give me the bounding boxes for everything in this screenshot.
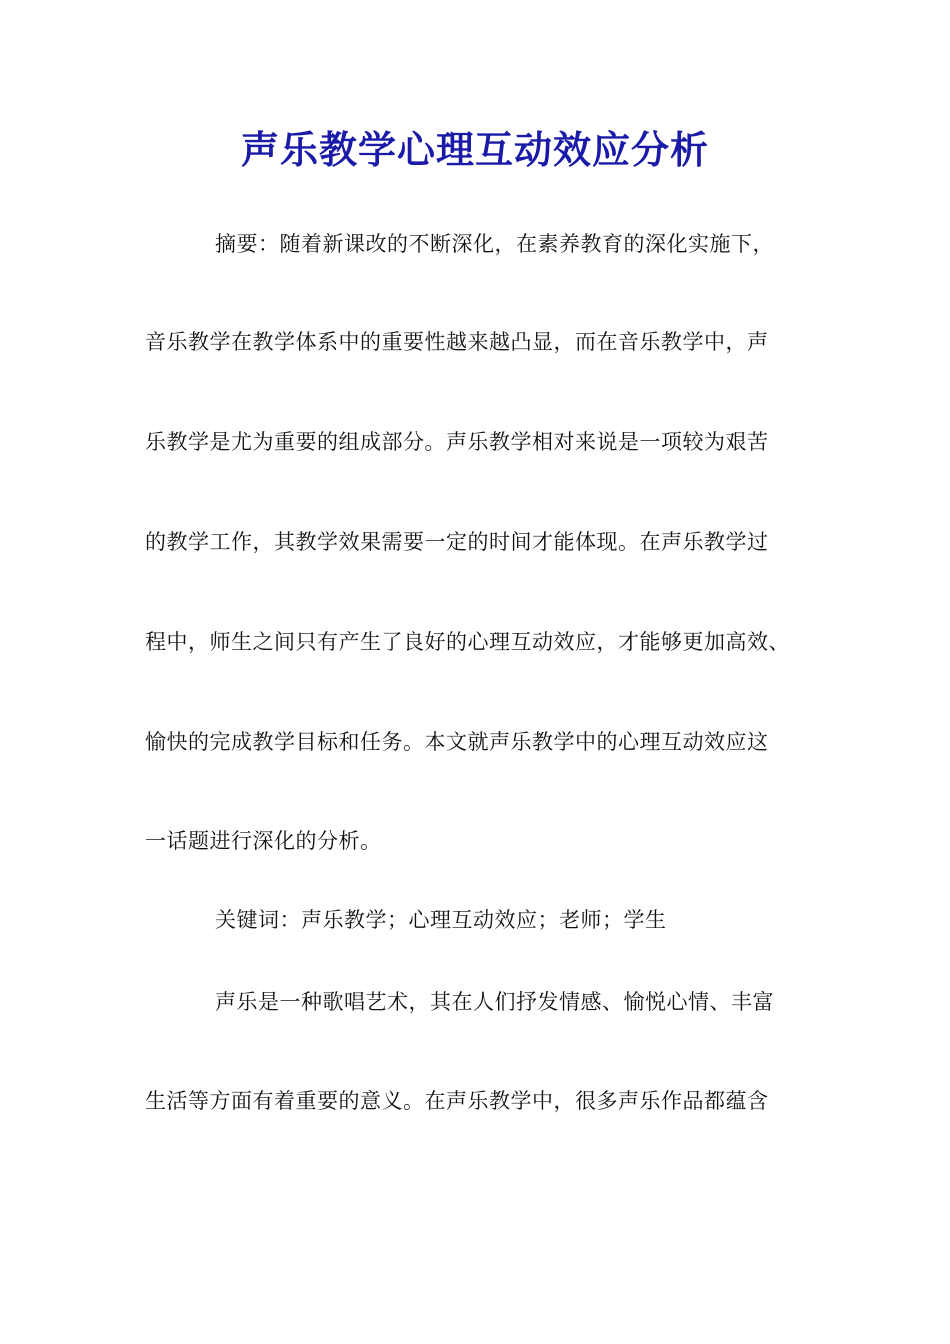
body-line-1: 声乐是一种歌唱艺术，其在人们抒发情感、愉悦心情、丰富 xyxy=(215,990,774,1014)
abstract-line-2: 音乐教学在教学体系中的重要性越来越凸显，而在音乐教学中，声 xyxy=(145,330,769,354)
abstract-line-7: 一话题进行深化的分析。 xyxy=(145,829,382,853)
keywords-line: 关键词：声乐教学；心理互动效应；老师；学生 xyxy=(215,908,667,932)
document-title: 声乐教学心理互动效应分析 xyxy=(240,127,709,172)
abstract-line-1: 摘要：随着新课改的不断深化，在素养教育的深化实施下， xyxy=(215,232,774,256)
body-line-2: 生活等方面有着重要的意义。在声乐教学中，很多声乐作品都蕴含 xyxy=(145,1089,769,1113)
abstract-line-4: 的教学工作，其教学效果需要一定的时间才能体现。在声乐教学过 xyxy=(145,530,769,554)
abstract-line-3: 乐教学是尤为重要的组成部分。声乐教学相对来说是一项较为艰苦 xyxy=(145,430,769,454)
abstract-line-5: 程中，师生之间只有产生了良好的心理互动效应，才能够更加高效、 xyxy=(145,630,790,654)
abstract-line-6: 愉快的完成教学目标和任务。本文就声乐教学中的心理互动效应这 xyxy=(145,730,769,754)
